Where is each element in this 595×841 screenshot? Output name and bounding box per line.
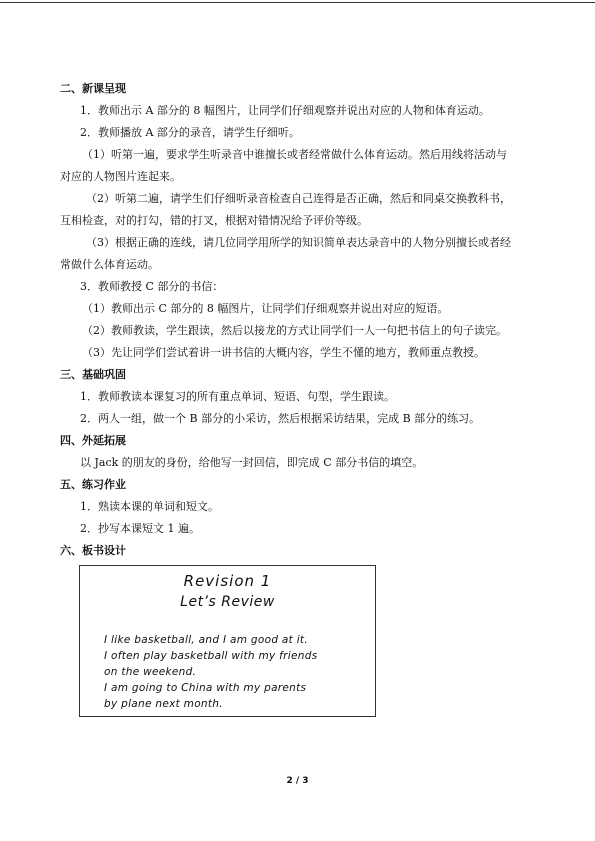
paragraph-line: 对应的人物图片连起来。 <box>60 170 181 183</box>
paragraph-line: 2．抄写本课短文 1 遍。 <box>80 522 200 535</box>
lesson-plan-body <box>60 78 540 562</box>
paragraph-line: 常做什么体育运动。 <box>60 258 159 271</box>
board-text <box>104 632 366 712</box>
paragraph-line: （1）听第一遍，要求学生听录音中谁擅长或者经常做什么体育运动。然后用线将活动与 <box>82 148 507 161</box>
paragraph-line: （1）教师出示 C 部分的 8 幅图片，让同学们仔细观察并说出对应的短语。 <box>82 302 449 315</box>
paragraph-line: 2．两人一组，做一个 B 部分的小采访，然后根据采访结果，完成 B 部分的练习。 <box>80 412 481 425</box>
paragraph-line: （2）教师教读，学生跟读，然后以接龙的方式让同学们一人一句把书信上的句子读完。 <box>82 324 507 337</box>
paragraph-line: 1．教师教读本课复习的所有重点单词、短语、句型，学生跟读。 <box>80 390 395 403</box>
section-heading: 三、基础巩固 <box>60 368 126 381</box>
page-number: 2 / 3 <box>286 776 309 786</box>
board-title: Revision 1 <box>183 572 272 590</box>
section-heading: 五、练习作业 <box>60 478 126 491</box>
paragraph-line: （3）先让同学们尝试着讲一讲书信的大概内容，学生不懂的地方，教师重点教授。 <box>82 346 485 359</box>
paragraph-line: 3．教师教授 C 部分的书信： <box>80 280 224 293</box>
board-line: I often play basketball with my friends <box>104 650 318 662</box>
header-rule <box>0 2 595 3</box>
board-subtitle: Let’s Review <box>180 594 275 610</box>
board-line: I like basketball, and I am good at it. <box>104 634 308 646</box>
paragraph-line: 2．教师播放 A 部分的录音，请学生仔细听。 <box>80 126 300 139</box>
paragraph-line: 1．熟读本课的单词和短文。 <box>80 500 219 513</box>
blackboard-design-box <box>79 565 376 717</box>
paragraph-line: 互相检查，对的打勾，错的打叉，根据对错情况给予评价等级。 <box>60 214 368 227</box>
paragraph-line: （2）听第二遍，请学生们仔细听录音检查自己连得是否正确，然后和同桌交换教科书， <box>86 192 511 205</box>
board-line: on the weekend. <box>104 666 197 678</box>
paragraph-line: 以 Jack 的朋友的身份，给他写一封回信，即完成 C 部分书信的填空。 <box>80 456 424 469</box>
paragraph-line: （3）根据正确的连线，请几位同学用所学的知识简单表达录音中的人物分别擅长或者经 <box>86 236 511 249</box>
section-heading: 四、外延拓展 <box>60 434 126 447</box>
board-line: by plane next month. <box>104 698 223 710</box>
section-heading: 六、板书设计 <box>60 544 126 557</box>
section-heading: 二、新课呈现 <box>60 82 126 95</box>
board-line: I am going to China with my parents <box>104 682 307 694</box>
paragraph-line: 1．教师出示 A 部分的 8 幅图片，让同学们仔细观察并说出对应的人物和体育运动。 <box>80 104 490 117</box>
